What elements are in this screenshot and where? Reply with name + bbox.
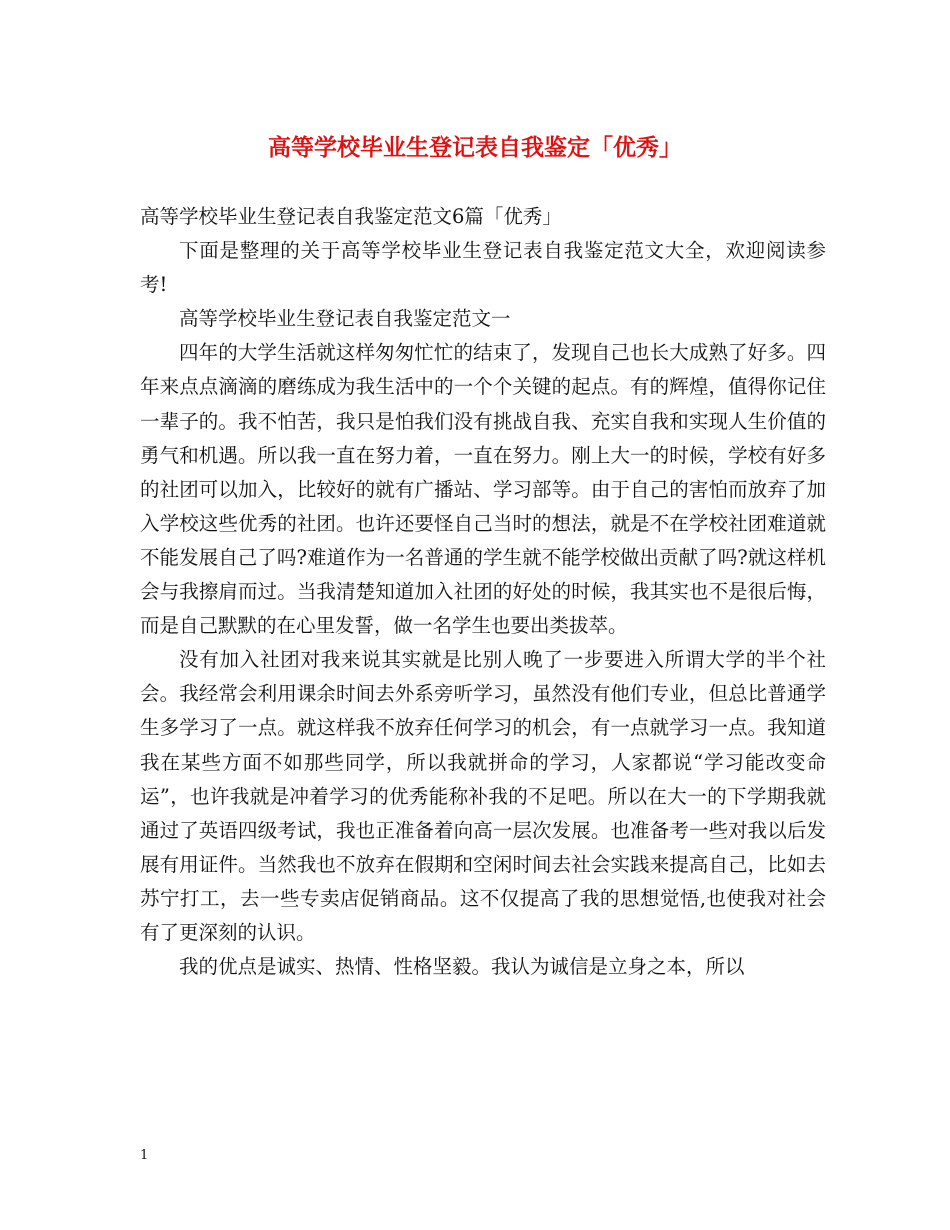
paragraph-intro: 下面是整理的关于高等学校毕业生登记表自我鉴定范文大全，欢迎阅读参考! <box>140 239 826 297</box>
document-body <box>140 200 826 984</box>
paragraph-body-1: 四年的大学生活就这样匆匆忙忙的结束了，发现自己也长大成熟了好多。四年来点点滴滴的磨练成为我生活中的一个个关键的起点。有的辉煌，值得你记住一辈子的。我不怕苦，我只是怕我们没有挑战自我、充实自我和实现人生价值的勇气和机遇。所以我一直在努力着，一直在努力。刚上大一的时候，学校有好多的社团可以加入，比较好的就有广播站、学习部等。由于自己的害怕而放弃了加入学校这些优秀的社团。也许还要怪自己当时的想法，就是不在学校社团难道就不能发展自己了吗?难道作为一名普通的学生就不能学校做出贡献了吗?就这样机会与我擦肩而过。当我清楚知道加入社团的好处的时候，我其实也不是很后悔，而是自己默默的在心里发誓，做一名学生也要出类拔萃。 <box>140 341 826 638</box>
paragraph-body-3: 我的优点是诚实、热情、性格坚毅。我认为诚信是立身之本，所以 <box>179 955 745 979</box>
page-number: 1 <box>140 1148 149 1163</box>
paragraph-subtitle: 高等学校毕业生登记表自我鉴定范文6篇「优秀」 <box>140 205 562 228</box>
paragraph-body-2: 没有加入社团对我来说其实就是比别人晚了一步要进入所谓大学的半个社会。我经常会利用课余时间去外系旁听学习，虽然没有他们专业，但总比普通学生多学习了一点。就这样我不放弃任何学习的机会，有一点就学习一点。我知道我在某些方面不如那些同学，所以我就拼命的学习，人家都说“学习能改变命运”，也许我就是冲着学习的优秀能称补我的不足吧。所以在大一的下学期我就通过了英语四级考试，我也正准备着向高一层次发展。也准备考一些对我以后发展有用证件。当然我也不放弃在假期和空闲时间去社会实践来提高自己，比如去苏宁打工，去一些专卖店促销商品。这不仅提高了我的思想觉悟,也使我对社会有了更深刻的认识。 <box>140 648 826 944</box>
paragraph-section-heading: 高等学校毕业生登记表自我鉴定范文一 <box>179 307 511 331</box>
document-title: 高等学校毕业生登记表自我鉴定「优秀」 <box>268 134 682 161</box>
